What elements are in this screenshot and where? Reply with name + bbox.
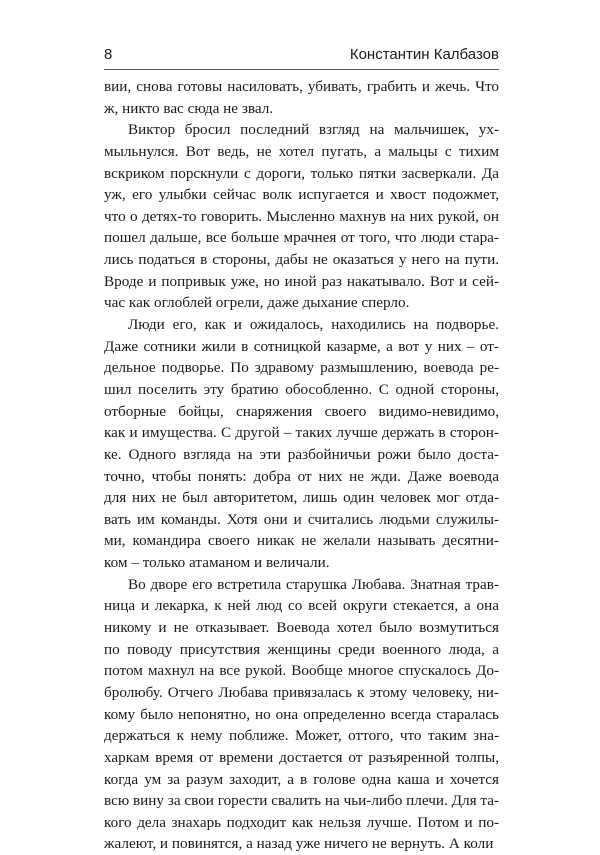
text-line: как и имущества. С другой – таких лучше держать в сторон- [104, 424, 499, 442]
text-line: вии, снова готовы насиловать, убивать, грабить и жечь. Что [104, 78, 499, 95]
paragraph [104, 314, 499, 574]
header-rule [104, 69, 499, 70]
text-line: вать им команды. Хотя они и считались людьми служилы- [104, 510, 499, 528]
text-line: кому было непонятно, но она определенно всегда старалась [104, 705, 499, 723]
text-line: что о детях-то говорить. Мысленно махнув на них рукой, он [104, 207, 499, 225]
text-line: мыльнулся. Вот ведь, не хотел пугать, а мальцы с тихим [104, 142, 499, 160]
text-line: точно, чтобы понять: добра от них не жди. Даже воевода [104, 467, 499, 485]
text-line: отборные бойцы, снаряжения своего видимо-невидимо, [104, 402, 499, 420]
running-head [104, 44, 499, 66]
paragraph [104, 574, 499, 855]
text-line: Люди его, как и ожидалось, находились на подворье. [128, 316, 499, 334]
text-line: потом махнул на все рукой. Вообще многое спускалось До- [104, 662, 499, 680]
running-title: Константин Калбазов [349, 46, 499, 63]
text-line: Даже сотники жили в сотницкой казарме, а вот у них – от- [104, 337, 499, 355]
text-line: для них не был авторитетом, лишь один человек мог отда- [104, 489, 499, 507]
paragraph [104, 76, 499, 119]
text-line: лись податься в стороны, дабы не оказаться у него на пути. [104, 251, 499, 269]
text-line: харкам время от времени достается от разъяренной толпы, [104, 748, 499, 766]
text-line: ми, командира своего никак не желали называть десятни- [104, 532, 499, 550]
page-number: 8 [104, 46, 113, 63]
text-line: дельное подворье. По здравому размышлению, воевода ре- [104, 359, 499, 377]
text-line: ке. Одного взгляда на эти разбойничьи рожи было доста- [104, 445, 499, 463]
text-line: всю вину за свои горести свалить на чьи-либо плечи. Для та- [104, 792, 499, 810]
body-text [104, 76, 499, 855]
text-line: уж, его улыбки сейчас волк испугается и хвост подожмет, [104, 186, 499, 204]
text-line: ком – только атаманом и величали. [104, 554, 330, 572]
text-line: шил поселить эту братию обособленно. С одной стороны, [104, 380, 499, 398]
text-line: Виктор бросил последний взгляд на мальчишек, ух- [128, 121, 499, 139]
text-line: никому и не отказывает. Воевода хотел было возмутиться [104, 619, 499, 637]
text-line: кого дела знахарь подходит как нельзя лучше. Потом и по- [104, 813, 499, 831]
text-line: по поводу присутствия женщины среди военного люда, а [104, 640, 499, 658]
text-line: вскриком порскнули с дороги, только пятки засверкали. Да [104, 164, 499, 182]
text-line: Вроде и попривык уже, но иной раз накатывало. Вот и сей- [104, 272, 499, 290]
text-line: ж, никто вас сюда не звал. [104, 99, 274, 117]
text-line: когда ум за разум заходит, а в голове одна каша и хочется [104, 770, 499, 788]
text-line: час как оглоблей огрели, даже дыхание сперло. [104, 294, 410, 312]
text-line: Во дворе его встретила старушка Любава. Знатная трав- [128, 575, 499, 593]
text-line: держаться к нему поближе. Может, оттого, что таким зна- [104, 727, 499, 745]
text-line: бролюбу. Отчего Любава привязалась к этому человеку, ни- [104, 683, 499, 701]
text-line: жалеют, и повинятся, а назад уже ничего не вернуть. А коли [104, 835, 494, 853]
text-line: пошел дальше, все больше мрачнея от того, что люди стара- [104, 229, 499, 247]
paragraph [104, 119, 499, 314]
text-line: ница и лекарка, к ней люд со всей округи стекается, а она [104, 597, 499, 615]
